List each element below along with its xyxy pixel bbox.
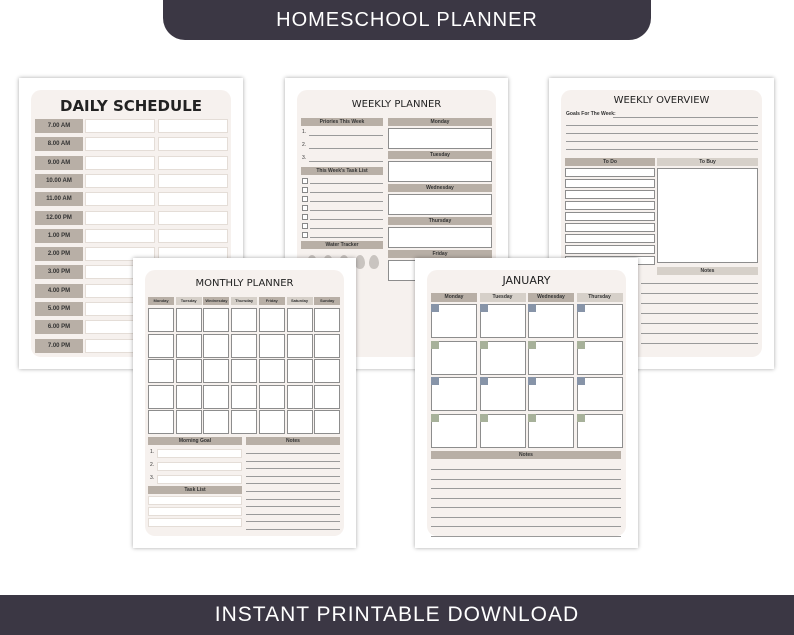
calendar-day-cell[interactable] <box>203 359 229 383</box>
calendar-day-cell[interactable] <box>176 410 202 434</box>
schedule-cell[interactable] <box>85 229 155 243</box>
schedule-cell[interactable] <box>85 119 155 133</box>
calendar-day-cell[interactable] <box>259 385 285 409</box>
time-slot-label: 6.00 PM <box>35 320 83 334</box>
todo-header: To Do <box>565 158 655 166</box>
todo-item[interactable] <box>565 234 655 243</box>
goal-num: 2. <box>150 462 155 468</box>
january-day-header: Monday <box>431 293 477 302</box>
notes-line <box>431 517 621 518</box>
january-title: JANUARY <box>502 274 551 287</box>
bottom-banner: INSTANT PRINTABLE DOWNLOAD <box>0 595 794 635</box>
morning-goal-header: Morning Goal <box>148 437 242 445</box>
notes-line <box>246 514 340 515</box>
calendar-day-cell[interactable] <box>314 359 340 383</box>
calendar-day-cell[interactable] <box>259 359 285 383</box>
schedule-cell[interactable] <box>85 192 155 206</box>
date-marker <box>480 414 488 422</box>
task-checkbox[interactable] <box>302 187 308 193</box>
notes-line <box>246 506 340 507</box>
calendar-day-cell[interactable] <box>287 359 313 383</box>
notes-line <box>246 521 340 522</box>
date-marker <box>480 304 488 312</box>
todo-item[interactable] <box>565 190 655 199</box>
goal-line[interactable] <box>157 462 242 471</box>
calendar-day-cell[interactable] <box>148 410 174 434</box>
notes-line <box>246 468 340 469</box>
overview-notes-header: Notes <box>657 267 758 275</box>
calendar-day-cell[interactable] <box>231 308 257 332</box>
date-marker <box>577 377 585 385</box>
task-line <box>310 228 383 229</box>
task-line <box>310 183 383 184</box>
calendar-day-cell[interactable] <box>231 334 257 358</box>
task-line[interactable] <box>148 496 242 505</box>
top-banner: HOMESCHOOL PLANNER <box>163 0 651 40</box>
time-slot-label: 2.00 PM <box>35 247 83 261</box>
weekday-header: Tuesday <box>388 151 492 159</box>
time-slot-label: 10.00 AM <box>35 174 83 188</box>
weekday-header: Friday <box>388 250 492 258</box>
monthly-planner-title: MONTHLY PLANNER <box>195 278 294 289</box>
date-marker <box>431 414 439 422</box>
calendar-day-cell[interactable] <box>176 308 202 332</box>
monthly-notes-header: Notes <box>246 437 340 445</box>
task-checkbox[interactable] <box>302 178 308 184</box>
calendar-day-cell[interactable] <box>231 359 257 383</box>
schedule-cell[interactable] <box>158 174 228 188</box>
january-notes-header: Notes <box>431 451 621 459</box>
schedule-cell[interactable] <box>85 211 155 225</box>
calendar-day-cell[interactable] <box>259 410 285 434</box>
notes-line <box>246 476 340 477</box>
calendar-day-cell[interactable] <box>176 359 202 383</box>
january-page <box>415 258 638 548</box>
weekday-box[interactable] <box>388 161 492 182</box>
notes-line <box>246 499 340 500</box>
notes-line <box>431 507 621 508</box>
january-day-header: Tuesday <box>480 293 526 302</box>
todo-item[interactable] <box>565 223 655 232</box>
task-line[interactable] <box>148 507 242 516</box>
task-list-header: Task List <box>148 486 242 494</box>
weekly-planner-title: WEEKLY PLANNER <box>351 99 442 110</box>
priority-num: 3. <box>302 155 307 161</box>
task-checkbox[interactable] <box>302 214 308 220</box>
time-slot-label: 7.00 AM <box>35 119 83 133</box>
calendar-day-cell[interactable] <box>314 385 340 409</box>
weekday-box[interactable] <box>388 227 492 248</box>
water-drop-icon[interactable] <box>369 255 379 269</box>
schedule-cell[interactable] <box>158 229 228 243</box>
weekly-overview-title: WEEKLY OVERVIEW <box>613 95 710 106</box>
date-marker <box>528 341 536 349</box>
date-marker <box>431 377 439 385</box>
goal-line[interactable] <box>157 449 242 458</box>
notes-line <box>246 461 340 462</box>
goal-num: 1. <box>150 449 155 455</box>
notes-line <box>431 526 621 527</box>
date-marker <box>431 304 439 312</box>
time-slot-label: 11.00 AM <box>35 192 83 206</box>
date-marker <box>528 414 536 422</box>
calendar-day-cell[interactable] <box>231 385 257 409</box>
schedule-cell[interactable] <box>158 211 228 225</box>
calendar-day-cell[interactable] <box>231 410 257 434</box>
monthly-day-header: Monday <box>148 297 174 305</box>
task-checkbox[interactable] <box>302 223 308 229</box>
todo-item[interactable] <box>565 245 655 254</box>
date-marker <box>577 341 585 349</box>
task-line <box>310 192 383 193</box>
date-marker <box>528 377 536 385</box>
calendar-day-cell[interactable] <box>287 334 313 358</box>
schedule-cell[interactable] <box>158 192 228 206</box>
notes-line <box>246 483 340 484</box>
priority-num: 1. <box>302 129 307 135</box>
todo-item[interactable] <box>565 212 655 221</box>
weekday-header: Wednesday <box>388 184 492 192</box>
time-slot-label: 12.00 PM <box>35 211 83 225</box>
calendar-day-cell[interactable] <box>203 308 229 332</box>
task-line <box>310 219 383 220</box>
notes-line <box>431 488 621 489</box>
date-marker <box>577 414 585 422</box>
calendar-day-cell[interactable] <box>314 334 340 358</box>
monthly-day-header: Sunday <box>314 297 340 305</box>
weekday-box[interactable] <box>388 194 492 215</box>
notes-line <box>431 469 621 470</box>
time-slot-label: 8.00 AM <box>35 137 83 151</box>
schedule-cell[interactable] <box>158 119 228 133</box>
calendar-day-cell[interactable] <box>203 334 229 358</box>
task-checkbox[interactable] <box>302 205 308 211</box>
goal-line[interactable] <box>157 475 242 484</box>
monthly-day-header: Tuesday <box>176 297 202 305</box>
january-day-header: Wednesday <box>528 293 574 302</box>
task-checkbox[interactable] <box>302 232 308 238</box>
todo-item[interactable] <box>565 179 655 188</box>
monthly-day-header: Thursday <box>231 297 257 305</box>
calendar-day-cell[interactable] <box>259 308 285 332</box>
schedule-cell[interactable] <box>158 137 228 151</box>
daily-schedule-title: DAILY SCHEDULE <box>60 97 202 115</box>
calendar-day-cell[interactable] <box>287 385 313 409</box>
time-slot-label: 1.00 PM <box>35 229 83 243</box>
monthly-day-header: Wednesday <box>205 298 228 303</box>
notes-line <box>431 536 621 537</box>
todo-item[interactable] <box>565 201 655 210</box>
schedule-cell[interactable] <box>85 156 155 170</box>
calendar-day-cell[interactable] <box>148 359 174 383</box>
schedule-cell[interactable] <box>85 137 155 151</box>
priority-num: 2. <box>302 142 307 148</box>
time-slot-label: 4.00 PM <box>35 284 83 298</box>
calendar-day-cell[interactable] <box>259 334 285 358</box>
task-list-header: This Week's Task List <box>301 167 383 175</box>
notes-line <box>431 479 621 480</box>
weekday-header: Monday <box>388 118 492 126</box>
time-slot-label: 7.00 PM <box>35 339 83 353</box>
weekday-box[interactable] <box>388 128 492 149</box>
notes-line <box>246 529 340 530</box>
date-marker <box>528 304 536 312</box>
date-marker <box>480 377 488 385</box>
calendar-day-cell[interactable] <box>203 385 229 409</box>
schedule-cell[interactable] <box>158 156 228 170</box>
calendar-day-cell[interactable] <box>287 410 313 434</box>
task-checkbox[interactable] <box>302 196 308 202</box>
time-slot-label: 5.00 PM <box>35 302 83 316</box>
task-line <box>310 201 383 202</box>
notes-line <box>431 498 621 499</box>
priorities-header: Priories This Week <box>301 118 383 126</box>
notes-line <box>246 453 340 454</box>
notes-line <box>246 491 340 492</box>
calendar-day-cell[interactable] <box>176 385 202 409</box>
water-drop-icon[interactable] <box>355 255 365 269</box>
date-marker <box>431 341 439 349</box>
calendar-day-cell[interactable] <box>148 385 174 409</box>
calendar-day-cell[interactable] <box>314 308 340 332</box>
monthly-day-header: Saturday <box>287 297 313 305</box>
date-marker <box>577 304 585 312</box>
time-slot-label: 9.00 AM <box>35 156 83 170</box>
calendar-day-cell[interactable] <box>176 334 202 358</box>
water-tracker-header: Water Tracker <box>301 241 383 249</box>
calendar-day-cell[interactable] <box>314 410 340 434</box>
goal-num: 3. <box>150 475 155 481</box>
task-line <box>310 210 383 211</box>
calendar-day-cell[interactable] <box>148 334 174 358</box>
task-line <box>310 237 383 238</box>
january-day-header: Thursday <box>577 293 623 302</box>
time-slot-label: 3.00 PM <box>35 265 83 279</box>
task-line[interactable] <box>148 518 242 527</box>
todo-item[interactable] <box>565 168 655 177</box>
monthly-day-header: Friday <box>259 297 285 305</box>
goals-label: Goals For The Week: <box>566 111 616 117</box>
calendar-day-cell[interactable] <box>287 308 313 332</box>
tobuy-box <box>657 168 758 263</box>
monthly-planner-page <box>133 258 356 548</box>
weekday-header: Thursday <box>388 217 492 225</box>
schedule-cell[interactable] <box>85 174 155 188</box>
calendar-day-cell[interactable] <box>148 308 174 332</box>
tobuy-header: To Buy <box>657 158 758 166</box>
date-marker <box>480 341 488 349</box>
calendar-day-cell[interactable] <box>203 410 229 434</box>
